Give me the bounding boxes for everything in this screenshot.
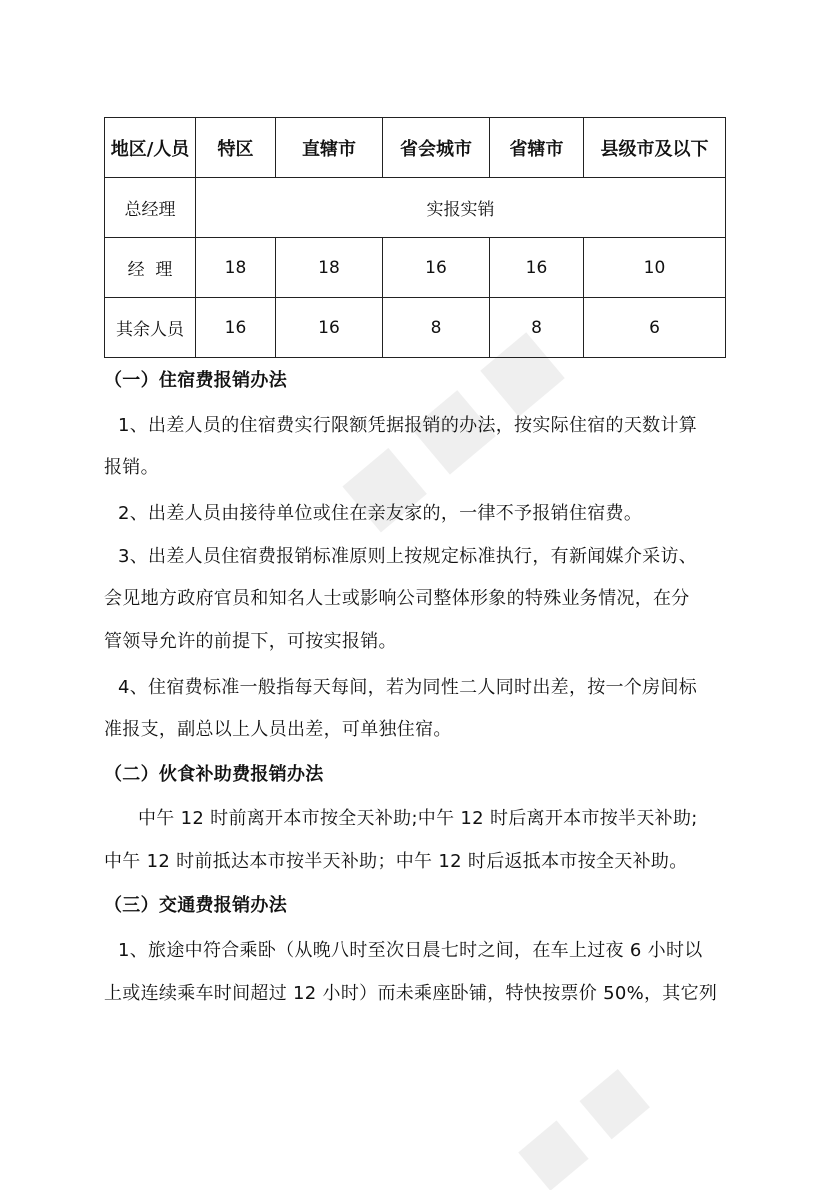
table-row xyxy=(105,298,726,358)
table-header-cell: 地区/人员 xyxy=(105,118,196,178)
table-cell: 16 xyxy=(490,238,584,298)
table-cell: 8 xyxy=(490,298,584,358)
allowance-table xyxy=(104,117,726,358)
table-cell: 16 xyxy=(196,298,276,358)
paragraph-line: 中午 12 时前抵达本市按半天补助；中午 12 时后返抵本市按全天补助。 xyxy=(104,851,688,872)
table-header-cell: 县级市及以下 xyxy=(584,118,726,178)
meal-heading: （二）伙食补助费报销办法 xyxy=(104,764,324,785)
table-cell: 18 xyxy=(276,238,383,298)
row-label: 其余人员 xyxy=(105,298,196,358)
table-header-cell: 省会城市 xyxy=(383,118,490,178)
paragraph-line: 中午 12 时前离开本市按全天补助;中午 12 时后离开本市按半天补助; xyxy=(138,808,698,829)
paragraph-line: 管领导允许的前提下，可按实报销。 xyxy=(104,631,397,652)
table-cell: 16 xyxy=(383,238,490,298)
paragraph-line: 报销。 xyxy=(104,457,159,478)
table-header-row xyxy=(105,118,726,178)
paragraph-line: 3、出差人员住宿费报销标准原则上按规定标准执行，有新闻媒介采访、 xyxy=(118,546,698,567)
table-cell: 18 xyxy=(196,238,276,298)
paragraph-line: 上或连续乘车时间超过 12 小时）而未乘座卧铺，特快按票价 50%，其它列 xyxy=(104,983,718,1004)
paragraph-line: 1、旅途中符合乘卧（从晚八时至次日晨七时之间，在车上过夜 6 小时以 xyxy=(118,940,703,961)
table-row xyxy=(105,178,726,238)
table-cell: 6 xyxy=(584,298,726,358)
lodging-heading: （一）住宿费报销办法 xyxy=(104,370,287,391)
row-label: 总经理 xyxy=(105,178,196,238)
watermark xyxy=(470,1030,730,1190)
paragraph-line: 4、住宿费标准一般指每天每间，若为同性二人同时出差，按一个房间标 xyxy=(118,677,698,698)
table-header-cell: 省辖市 xyxy=(490,118,584,178)
paragraph-line: 会见地方政府官员和知名人士或影响公司整体形象的特殊业务情况，在分 xyxy=(104,588,690,609)
row-label: 经 理 xyxy=(105,238,196,298)
paragraph-line: 1、出差人员的住宿费实行限额凭据报销的办法，按实际住宿的天数计算 xyxy=(118,415,698,436)
merged-cell: 实报实销 xyxy=(196,178,726,238)
paragraph-line: 准报支，副总以上人员出差，可单独住宿。 xyxy=(104,719,452,740)
table-cell: 16 xyxy=(276,298,383,358)
table-header-cell: 直辖市 xyxy=(276,118,383,178)
table-cell: 10 xyxy=(584,238,726,298)
table-header-cell: 特区 xyxy=(196,118,276,178)
table-cell: 8 xyxy=(383,298,490,358)
table-row xyxy=(105,238,726,298)
paragraph-line: 2、出差人员由接待单位或住在亲友家的，一律不予报销住宿费。 xyxy=(118,503,643,524)
transport-heading: （三）交通费报销办法 xyxy=(104,895,287,916)
